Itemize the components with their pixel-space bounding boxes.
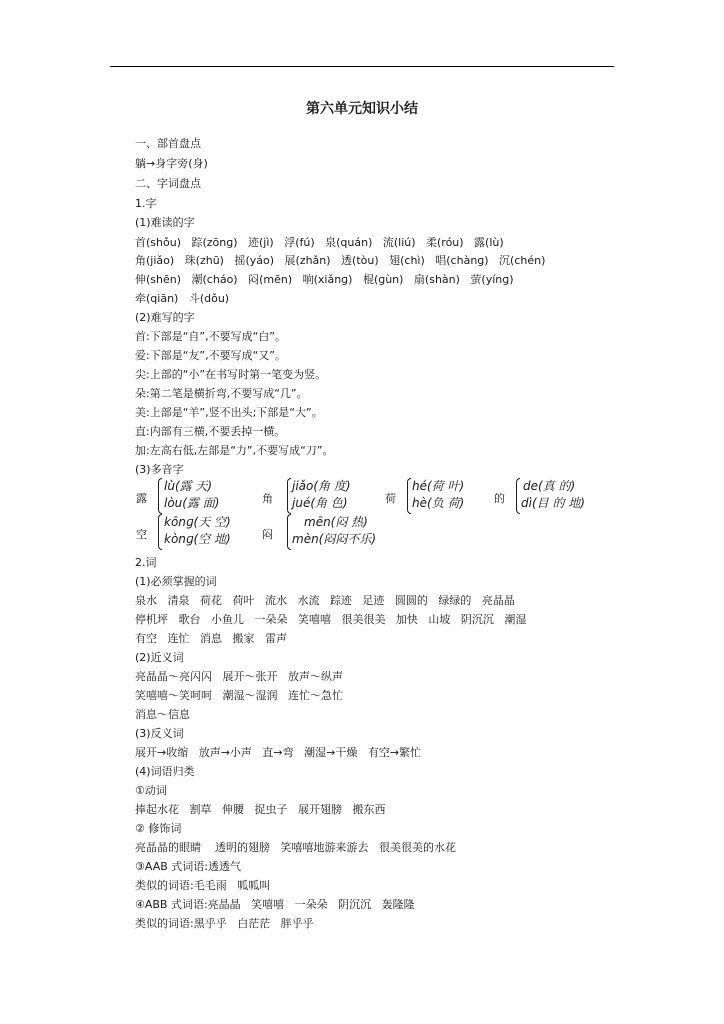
hard-write-line: 直:内部有三横,不要丢掉一横。 (135, 425, 286, 438)
modifier-heading: ② 修饰词 (135, 822, 182, 835)
hard-write-line: 尖:上部的“小”在书写时第一笔变为竖。 (135, 368, 327, 381)
section1-body: 躺→身字旁(身) (135, 157, 208, 170)
brace (516, 478, 520, 514)
verb-line: 捧起水花 割草 伸腰 捉虫子 展开翅膀 搬东西 (135, 803, 386, 816)
polyphone-char-lu: 露 (136, 492, 147, 505)
hard-write-line: 爱:下部是“友”,不要写成“又”。 (135, 349, 286, 362)
modifier-line: 亮晶晶的眼睛 透明的翅膀 笑嘻嘻地游来游去 很美很美的水花 (135, 841, 456, 854)
hard-read-line: 伸(shēn) 潮(cháo) 闷(mēn) 响(xiǎnɡ) 棍(ɡùn) 扇(shàn) 萤(yínɡ) (135, 273, 514, 286)
subsection-words: 2.词 (135, 556, 157, 569)
classify-heading: (4)词语归类 (135, 765, 195, 778)
polyphone-reading: dì(目 的 地) (521, 496, 585, 510)
page-title: 第六单元知识小结 (306, 101, 418, 117)
polyphone-reading: kōnɡ(天 空) (164, 515, 231, 529)
synonym-heading: (2)近义词 (135, 651, 184, 664)
polyphone-heading: (3)多音字 (135, 463, 184, 476)
polyphone-reading: mēn(闷 热) (304, 515, 368, 529)
synonym-line: 亮晶晶～亮闪闪 展开～张开 放声～纵声 (135, 670, 343, 683)
polyphone-reading: lòu(露 面) (164, 496, 220, 510)
must-line: 停机坪 歌台 小鱼儿 一朵朵 笑嘻嘻 很美很美 加快 山坡 阴沉沉 潮湿 (135, 613, 527, 626)
polyphone-char-de: 的 (494, 492, 505, 505)
brace (158, 478, 162, 514)
hard-read-line: 角(jiǎo) 珠(zhū) 摇(yáo) 展(zhǎn) 透(tòu) 翅(chì) 唱(chànɡ) 沉(chén) (135, 254, 546, 267)
brace (407, 478, 411, 514)
antonym-heading: (3)反义词 (135, 727, 184, 740)
top-rule (110, 66, 614, 67)
verb-heading: ①动词 (135, 784, 167, 797)
hard-read-heading: (1)难读的字 (135, 216, 195, 229)
hard-write-line: 首:下部是“自”,不要写成“白”。 (135, 330, 286, 343)
synonym-line: 笑嘻嘻～笑呵呵 潮湿～湿润 连忙～急忙 (135, 689, 343, 702)
section1-heading: 一、部首盘点 (135, 137, 201, 150)
polyphone-reading: de(真 的) (523, 479, 576, 493)
polyphone-reading: hé(荷 叶) (412, 479, 465, 493)
polyphone-reading: jiǎo(角 度) (292, 479, 351, 493)
polyphone-char-men: 闷 (262, 528, 273, 541)
polyphone-reading: kònɡ(空 地) (164, 532, 231, 546)
brace (287, 478, 291, 514)
brace (287, 514, 291, 550)
aab-line: ③AAB 式词语:透透气 (135, 860, 241, 873)
section2-heading: 二、字词盘点 (135, 177, 201, 190)
must-heading: (1)必须掌握的词 (135, 575, 217, 588)
polyphone-reading: hè(负 荷) (412, 496, 465, 510)
polyphone-reading: mèn(闷闷不乐) (292, 532, 377, 546)
hard-read-line: 首(shǒu) 踪(zōnɡ) 迹(jì) 浮(fú) 泉(quán) 流(liú) 柔(róu) 露(lù) (135, 236, 504, 249)
abb-line: ④ABB 式词语:亮晶晶 笑嘻嘻 一朵朵 阴沉沉 轰隆隆 (135, 898, 415, 911)
aab-similar: 类似的词语:毛毛雨 呱呱叫 (135, 879, 271, 892)
brace (158, 514, 162, 550)
polyphone-char-kong: 空 (136, 528, 147, 541)
antonym-line: 展开→收缩 放声→小声 直→弯 潮湿→干燥 有空→繁忙 (135, 746, 422, 759)
must-line: 泉水 清泉 荷花 荷叶 流水 水流 踪迹 足迹 圆圆的 绿绿的 亮晶晶 (135, 594, 515, 607)
polyphone-reading: lù(露 天) (164, 479, 213, 493)
synonym-line: 消息～信息 (135, 708, 190, 721)
hard-write-line: 朵:第二笔是横折弯,不要写成“几”。 (135, 387, 308, 400)
hard-read-line: 牵(qiān) 斗(dǒu) (135, 292, 230, 305)
must-line: 有空 连忙 消息 搬家 雷声 (135, 632, 287, 645)
polyphone-char-he: 荷 (385, 492, 396, 505)
hard-write-line: 美:上部是“羊”,竖不出头;下部是“大”。 (135, 406, 323, 419)
polyphone-reading: jué(角 色) (292, 496, 348, 510)
polyphone-char-jiao: 角 (262, 492, 273, 505)
abb-similar: 类似的词语:黑乎乎 白茫茫 胖乎乎 (135, 917, 314, 930)
hard-write-line: 加:左高右低,左部是“力”,不要写成“刀”。 (135, 444, 334, 457)
hard-write-heading: (2)难写的字 (135, 311, 195, 324)
subsection-characters: 1.字 (135, 197, 157, 210)
